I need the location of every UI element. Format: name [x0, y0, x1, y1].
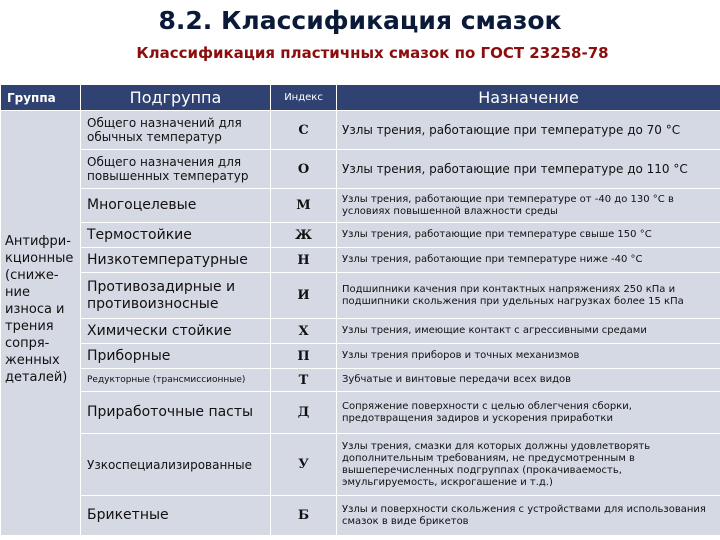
purpose-cell: Узлы трения, смазки для которых должны удовлетворять дополнительным требованиям, не предусмотренным в вышеперечисленных подгруппах (прокачиваемость, эмульгируемость, искрогашение и т.д.) — [337, 434, 720, 496]
page-title: 8.2. Классификация смазок — [158, 6, 562, 35]
subgroup-cell: Термостойкие — [81, 223, 271, 248]
header-group: Группа — [1, 85, 81, 111]
table-row — [1, 369, 720, 392]
purpose-cell: Подшипники качения при контактных напряжениях 250 кПа и подшипники скольжения при удельных нагрузках более 15 кПа — [337, 273, 720, 319]
group-label: Антифри- кционные (сниже- ние износа и трения сопря- женных деталей) — [5, 234, 74, 385]
index-cell: Х — [271, 319, 337, 344]
subgroup-cell: Приборные — [81, 344, 271, 369]
index-cell: У — [271, 434, 337, 496]
index-cell: Д — [271, 392, 337, 434]
index-cell: С — [271, 111, 337, 150]
purpose-cell: Узлы трения, работающие при температуре ниже -40 °С — [337, 248, 720, 273]
purpose-cell: Зубчатые и винтовые передачи всех видов — [337, 369, 720, 392]
table-row — [1, 496, 720, 536]
subgroup-cell: Редукторные (трансмиссионные) — [81, 369, 271, 392]
subgroup-cell: Многоцелевые — [81, 189, 271, 223]
subgroup-cell: Химически стойкие — [81, 319, 271, 344]
header-subgroup: Подгруппа — [81, 85, 271, 111]
page-subtitle: Классификация пластичных смазок по ГОСТ 23258-78 — [136, 44, 609, 62]
header-index: Индекс — [271, 85, 337, 111]
table-row — [1, 273, 720, 319]
index-cell: М — [271, 189, 337, 223]
subgroup-cell: Приработочные пасты — [81, 392, 271, 434]
table-row — [1, 344, 720, 369]
purpose-cell: Сопряжение поверхности с целью облегчения сборки, предотвращения задиров и ускорения приработки — [337, 392, 720, 434]
table-row — [1, 392, 720, 434]
subgroup-cell: Общего назначений для обычных температур — [81, 111, 271, 150]
table-header-row — [1, 85, 720, 111]
purpose-cell: Узлы трения, работающие при температуре свыше 150 °С — [337, 223, 720, 248]
index-cell: О — [271, 150, 337, 189]
header-purpose: Назначение — [337, 85, 720, 111]
table-row — [1, 223, 720, 248]
index-cell: Н — [271, 248, 337, 273]
lubricant-classification-table — [0, 84, 720, 536]
subgroup-cell: Брикетные — [81, 496, 271, 536]
table-row — [1, 111, 720, 150]
index-cell: Б — [271, 496, 337, 536]
index-cell: Т — [271, 369, 337, 392]
subgroup-cell: Низкотемпературные — [81, 248, 271, 273]
subgroup-cell: Общего назначения для повышенных температур — [81, 150, 271, 189]
purpose-cell: Узлы трения, работающие при температуре от -40 до 130 °С в условиях повышенной влажности среды — [337, 189, 720, 223]
index-cell: Ж — [271, 223, 337, 248]
purpose-cell: Узлы трения, работающие при температуре до 110 °С — [337, 150, 720, 189]
index-cell: И — [271, 273, 337, 319]
index-cell: П — [271, 344, 337, 369]
purpose-cell: Узлы трения, работающие при температуре до 70 °С — [337, 111, 720, 150]
purpose-cell: Узлы трения, имеющие контакт с агрессивными средами — [337, 319, 720, 344]
subgroup-cell: Узкоспециализированные — [81, 434, 271, 496]
purpose-cell: Узлы трения приборов и точных механизмов — [337, 344, 720, 369]
table-row — [1, 434, 720, 496]
table-row — [1, 319, 720, 344]
table-row — [1, 150, 720, 189]
group-cell — [1, 111, 81, 536]
table-row — [1, 248, 720, 273]
purpose-cell: Узлы и поверхности скольжения с устройствами для использования смазок в виде брикетов — [337, 496, 720, 536]
table-row — [1, 189, 720, 223]
subgroup-cell: Противозадирные и противоизносные — [81, 273, 271, 319]
